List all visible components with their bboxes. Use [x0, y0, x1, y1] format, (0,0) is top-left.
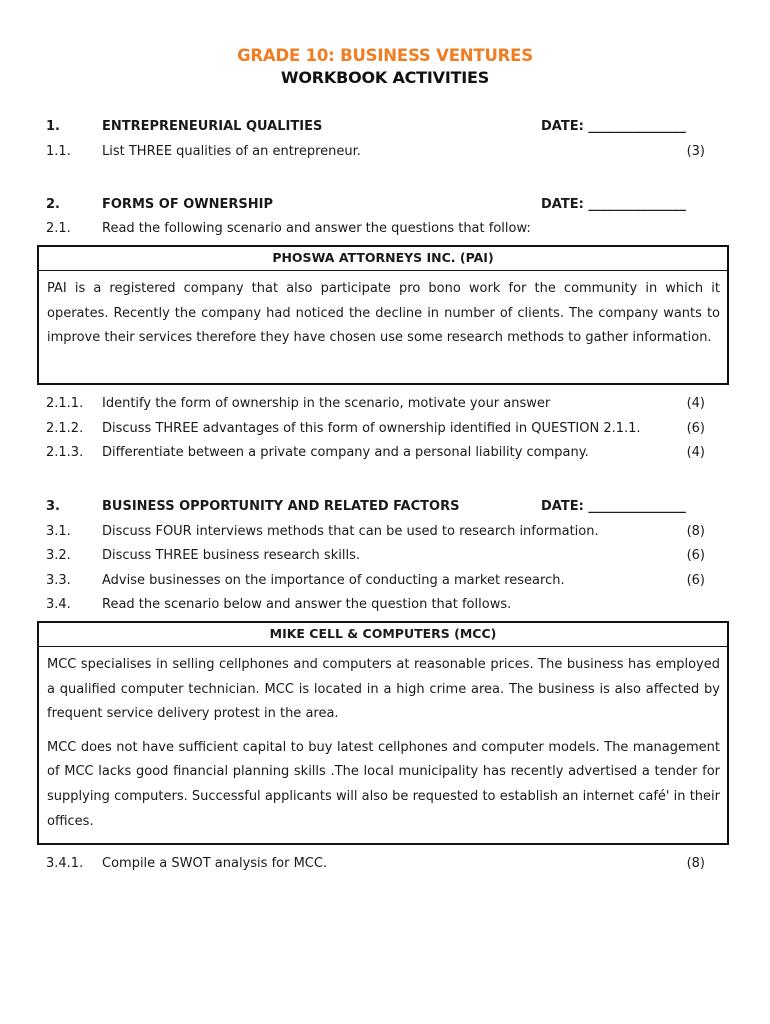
question-marks: (8): [686, 524, 705, 539]
question-number: 3.4.: [46, 597, 71, 612]
question-marks: (6): [686, 573, 705, 588]
section-heading: BUSINESS OPPORTUNITY AND RELATED FACTORS: [102, 499, 460, 514]
question-number: 3.3.: [46, 573, 71, 588]
question-text: Identify the form of ownership in the scenario, motivate your answer: [102, 396, 551, 411]
question-text: Advise businesses on the importance of conducting a market research.: [102, 573, 565, 588]
document-subtitle: WORKBOOK ACTIVITIES: [280, 68, 490, 87]
question-number: 3.2.: [46, 548, 71, 563]
question-row: [0, 221, 770, 241]
question-marks: (4): [686, 445, 705, 460]
date-field: DATE: _______________: [541, 119, 686, 134]
question-row: [0, 597, 770, 617]
question-number: 3.4.1.: [46, 856, 84, 871]
question-text: Read the following scenario and answer the questions that follow:: [102, 221, 531, 236]
question-marks: (6): [686, 548, 705, 563]
question-marks: (4): [686, 396, 705, 411]
date-field: DATE: _______________: [541, 499, 686, 514]
question-row: [0, 445, 770, 465]
section-number: 3.: [46, 499, 60, 514]
question-number: 2.1.: [46, 221, 71, 236]
question-text: Read the scenario below and answer the question that follows.: [102, 597, 512, 612]
question-text: Discuss FOUR interviews methods that can be used to research information.: [102, 524, 599, 539]
section-heading: ENTREPRENEURIAL QUALITIES: [102, 119, 323, 134]
question-row: [0, 396, 770, 416]
case-study-title: PHOSWA ATTORNEYS INC. (PAI): [39, 247, 727, 271]
section-2-heading-row: [0, 197, 770, 217]
question-number: 2.1.1.: [46, 396, 84, 411]
question-text: Compile a SWOT analysis for MCC.: [102, 856, 328, 871]
question-marks: (3): [686, 144, 705, 159]
question-row: [0, 548, 770, 568]
question-text: Discuss THREE business research skills.: [102, 548, 360, 563]
case-study-box-pai: [37, 245, 729, 385]
question-number: 3.1.: [46, 524, 71, 539]
question-row: [0, 856, 770, 876]
question-number: 2.1.3.: [46, 445, 84, 460]
question-marks: (6): [686, 421, 705, 436]
case-study-body: [39, 271, 727, 355]
question-marks: (8): [686, 856, 705, 871]
question-number: 2.1.2.: [46, 421, 84, 436]
question-text: Differentiate between a private company and a personal liability company.: [102, 445, 589, 460]
case-study-title: MIKE CELL & COMPUTERS (MCC): [39, 623, 727, 647]
date-field: DATE: _______________: [541, 197, 686, 212]
question-text: List THREE qualities of an entrepreneur.: [102, 144, 361, 159]
section-number: 1.: [46, 119, 60, 134]
question-text: Discuss THREE advantages of this form of ownership identified in QUESTION 2.1.1.: [102, 421, 641, 436]
question-row: [0, 524, 770, 544]
section-1-heading-row: [0, 119, 770, 139]
question-row: [0, 573, 770, 593]
case-study-paragraph: PAI is a registered company that also participate pro bono work for the community in which it operates. Recently the company had noticed the decline in number of clients. The company wants to improve their services therefore they have chosen use some research methods to gather information.: [47, 281, 720, 346]
question-number: 1.1.: [46, 144, 71, 159]
case-study-box-mcc: [37, 621, 729, 845]
section-number: 2.: [46, 197, 60, 212]
document-title: GRADE 10: BUSINESS VENTURES: [237, 46, 533, 65]
question-row: [0, 421, 770, 441]
case-study-paragraph: MCC does not have sufficient capital to buy latest cellphones and computer models. The management of MCC lacks good financial planning skills .The local municipality has recently advertised a tender for supplying computers. Successful applicants will also be requested to establish an internet café' in their offices.: [47, 739, 720, 829]
case-study-paragraph: MCC specialises in selling cellphones and computers at reasonable prices. The business has employed a qualified computer technician. MCC is located in a high crime area. The business is also affected by frequent service delivery protest in the area.: [47, 657, 720, 722]
section-3-heading-row: [0, 499, 770, 519]
case-study-body: [39, 647, 727, 838]
question-row: [0, 144, 770, 164]
section-heading: FORMS OF OWNERSHIP: [102, 197, 273, 212]
